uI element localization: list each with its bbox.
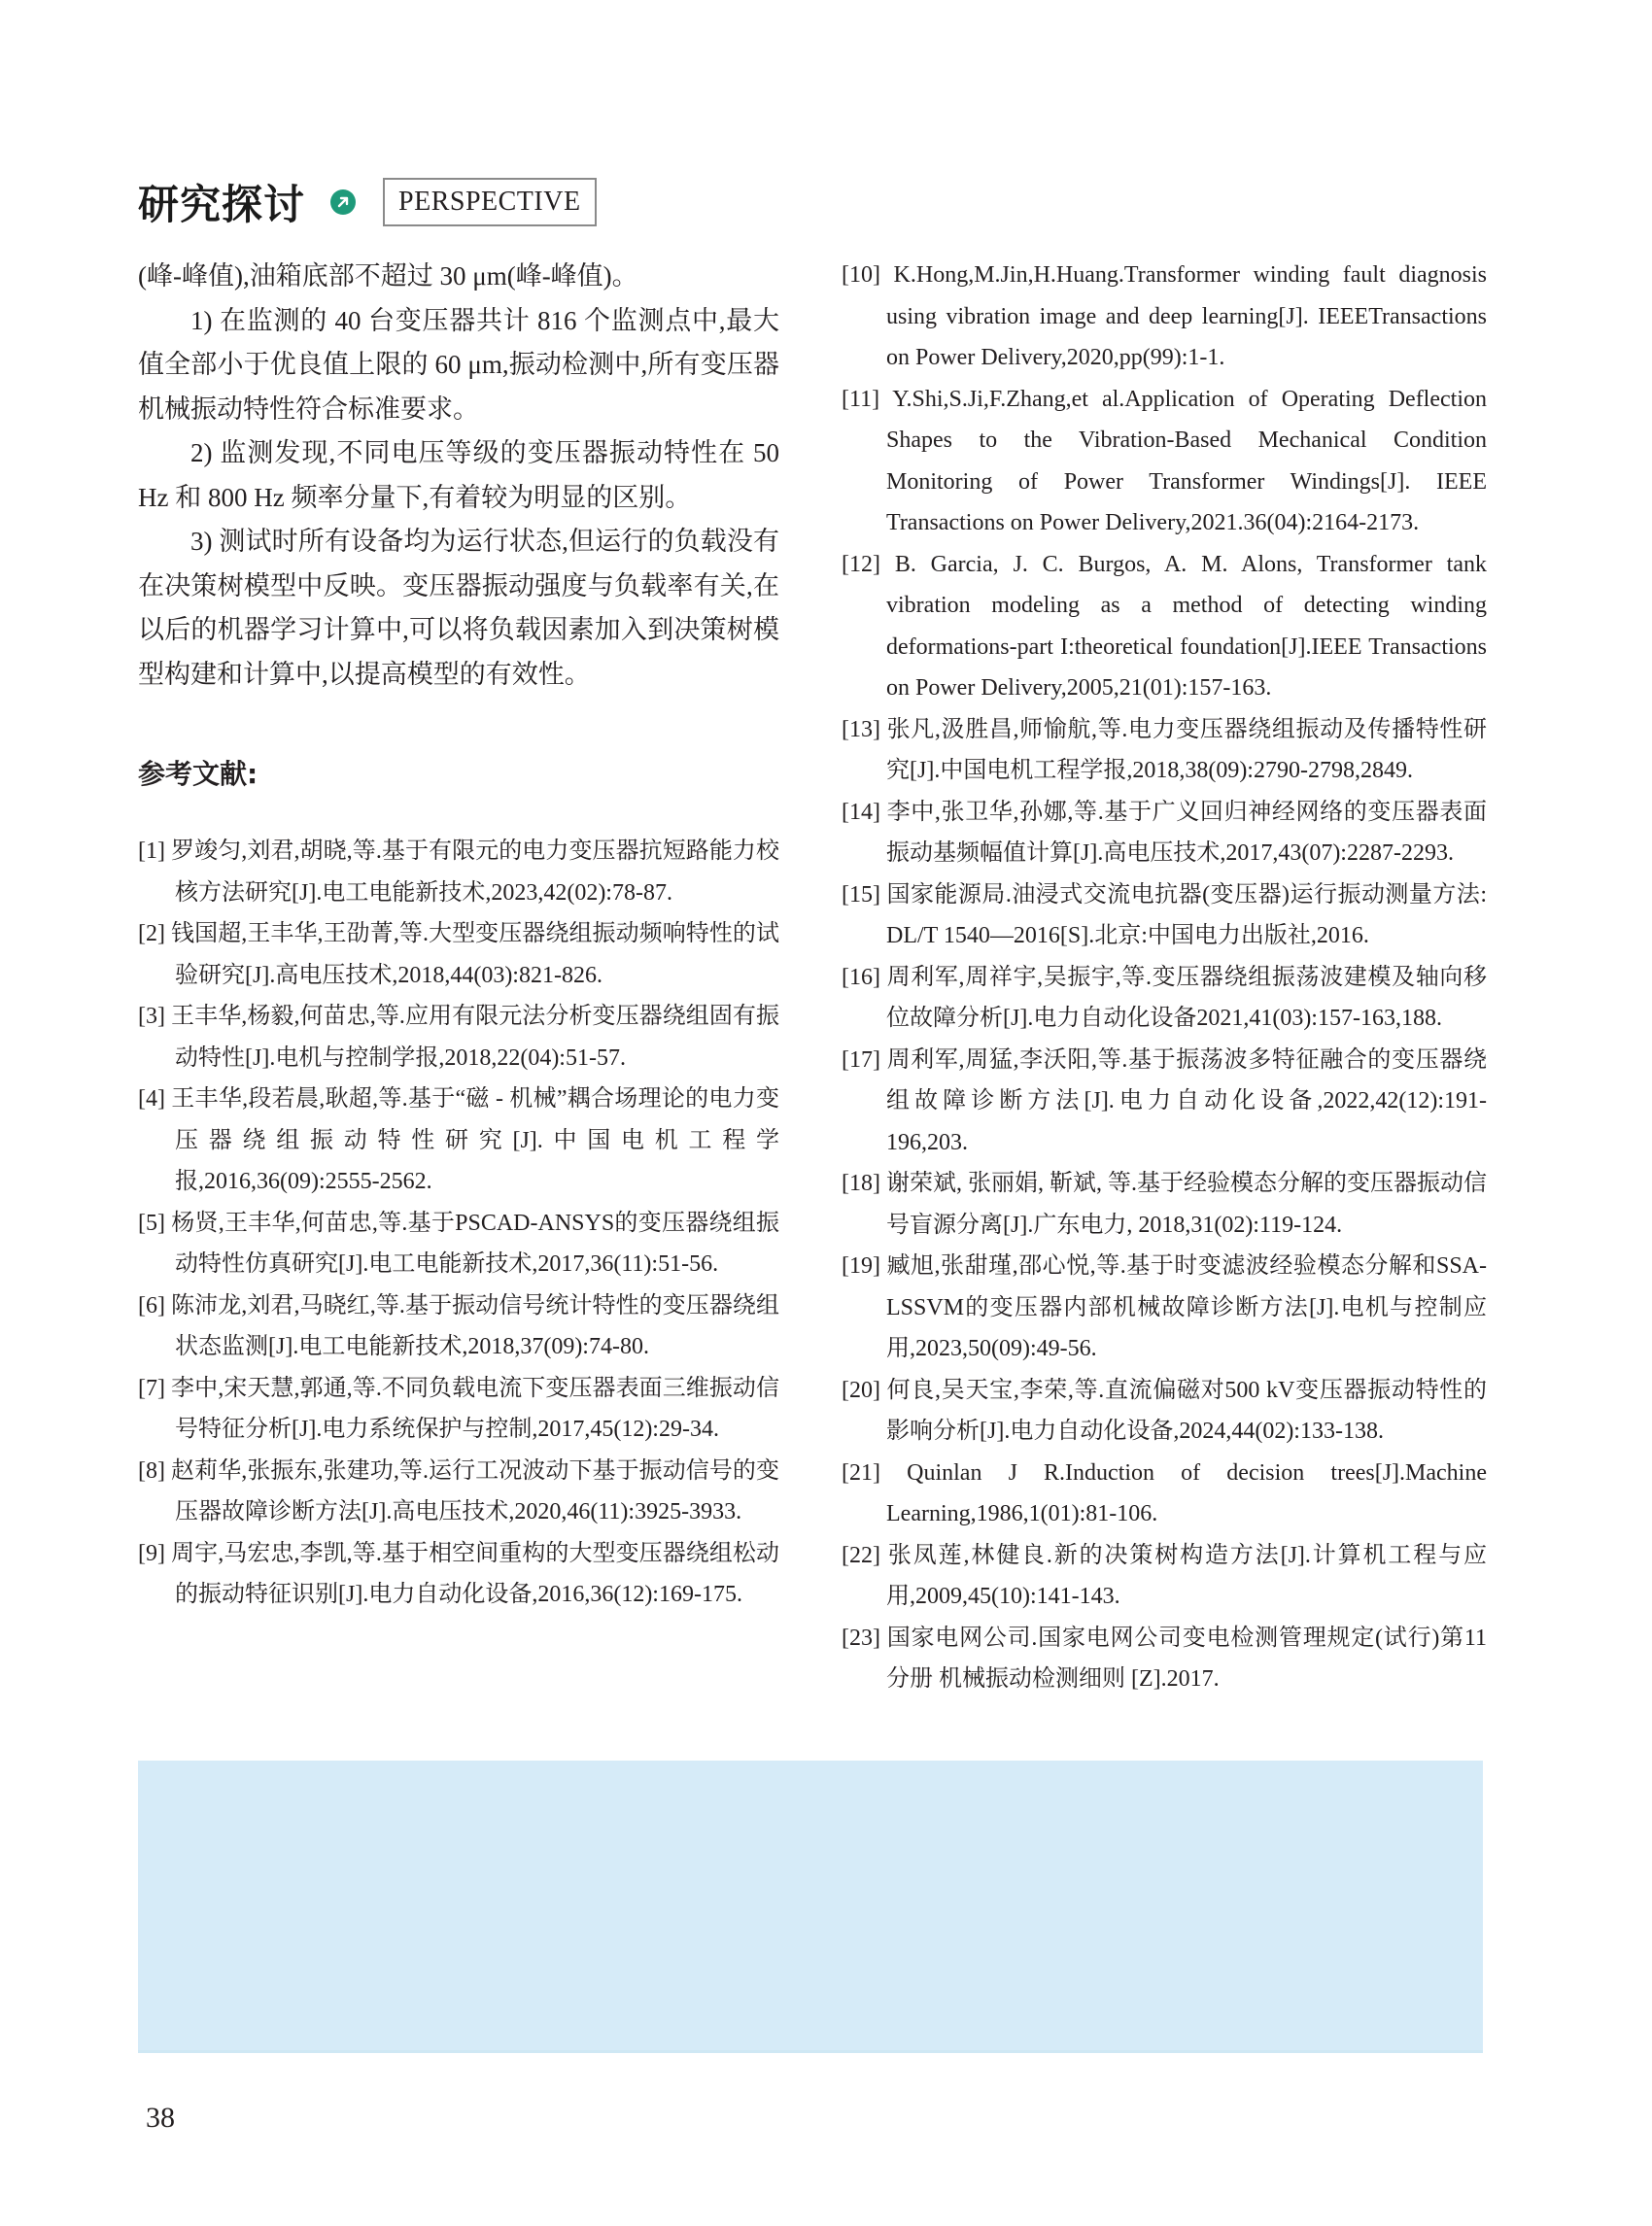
- body-paragraph: 2) 监测发现,不同电压等级的变压器振动特性在 50 Hz 和 800 Hz 频率分量下,有着较为明显的区别。: [138, 438, 779, 512]
- reference-item: [1] 罗竣匀,刘君,胡晓,等.基于有限元的电力变压器抗短路能力校核方法研究[J].电工电能新技术,2023,42(02):78-87.: [138, 839, 779, 906]
- reference-item: [13] 张凡,汲胜昌,师愉航,等.电力变压器绕组振动及传播特性研究[J].中国电机工程学报,2018,38(09):2790-2798,2849.: [842, 716, 1487, 783]
- reference-item: [14] 李中,张卫华,孙娜,等.基于广义回归神经网络的变压器表面振动基频幅值计算[J].高电压技术,2017,43(07):2287-2293.: [842, 799, 1487, 866]
- reference-item: [2] 钱国超,王丰华,王劭菁,等.大型变压器绕组振动频响特性的试验研究[J].高电压技术,2018,44(03):821-826.: [138, 921, 779, 988]
- section-header: [138, 173, 597, 231]
- reference-item: [18] 谢荣斌, 张丽娟, 靳斌, 等.基于经验模态分解的变压器振动信号盲源分离[J].广东电力, 2018,31(02):119-124.: [842, 1171, 1487, 1238]
- reference-item: [19] 臧旭,张甜瑾,邵心悦,等.基于时变滤波经验模态分解和SSA-LSSVM的变压器内部机械故障诊断方法[J].电机与控制应用,2023,50(09):49-56.: [842, 1253, 1487, 1361]
- reference-item: [22] 张凤莲,林健良.新的决策树构造方法[J].计算机工程与应用,2009,45(10):141-143.: [842, 1542, 1487, 1609]
- reference-item: [3] 王丰华,杨毅,何苗忠,等.应用有限元法分析变压器绕组固有振动特性[J].电机与控制学报,2018,22(04):51-57.: [138, 1004, 779, 1071]
- references-title: 参考文献:: [138, 758, 258, 790]
- perspective-label: PERSPECTIVE: [383, 178, 597, 226]
- right-column: [842, 255, 1487, 1700]
- reference-item: [20] 何良,吴天宝,李荣,等.直流偏磁对500 kV变压器振动特性的影响分析[J].电力自动化设备,2024,44(02):133-138.: [842, 1377, 1487, 1444]
- reference-item: [12] B. Garcia, J. C. Burgos, A. M. Alons, Transformer tank vibration modeling as a method of detecting winding deformations-part I:theoretical foundation[J].IEEE Transactions on Power Delivery,2005,21(01):157-163.: [842, 551, 1487, 701]
- reference-item: [15] 国家能源局.油浸式交流电抗器(变压器)运行振动测量方法: DL/T 1540—2016[S].北京:中国电力出版社,2016.: [842, 881, 1487, 948]
- reference-item: [7] 李中,宋天慧,郭通,等.不同负载电流下变压器表面三维振动信号特征分析[J].电力系统保护与控制,2017,45(12):29-34.: [138, 1375, 779, 1442]
- reference-item: [16] 周利军,周祥宇,吴振宇,等.变压器绕组振荡波建模及轴向移位故障分析[J].电力自动化设备2021,41(03):157-163,188.: [842, 964, 1487, 1031]
- body-paragraph: (峰-峰值),油箱底部不超过 30 μm(峰-峰值)。: [138, 261, 638, 291]
- reference-item: [23] 国家电网公司.国家电网公司变电检测管理规定(试行)第11分册 机械振动检测细则 [Z].2017.: [842, 1625, 1487, 1692]
- section-title: 研究探讨: [138, 181, 306, 228]
- arrow-up-right-icon: [330, 189, 356, 215]
- reference-item: [6] 陈沛龙,刘君,马晓红,等.基于振动信号统计特性的变压器绕组状态监测[J].电工电能新技术,2018,37(09):74-80.: [138, 1292, 779, 1359]
- reference-item: [11] Y.Shi,S.Ji,F.Zhang,et al.Application of Operating Deflection Shapes to the Vibration-Based Mechanical Condition Monitoring of Power Transformer Windings[J]. IEEE Transactions on Power Delivery,2021.36(04):2164-2173.: [842, 386, 1487, 535]
- reference-item: [21] Quinlan J R.Induction of decision trees[J].Machine Learning,1986,1(01):81-106.: [842, 1459, 1487, 1526]
- reference-item: [8] 赵莉华,张振东,张建功,等.运行工况波动下基于振动信号的变压器故障诊断方法[J].高电压技术,2020,46(11):3925-3933.: [138, 1457, 779, 1524]
- reference-item: [9] 周宇,马宏忠,李凯,等.基于相空间重构的大型变压器绕组松动的振动特征识别[J].电力自动化设备,2016,36(12):169-175.: [138, 1540, 779, 1607]
- reference-item: [17] 周利军,周猛,李沃阳,等.基于振荡波多特征融合的变压器绕组故障诊断方法[J].电力自动化设备,2022,42(12):191-196,203.: [842, 1046, 1487, 1155]
- left-column: [138, 255, 779, 1616]
- page-number: 38: [146, 2102, 175, 2134]
- ad-placeholder-box: [138, 1761, 1483, 2053]
- reference-item: [4] 王丰华,段若晨,耿超,等.基于“磁 - 机械”耦合场理论的电力变压器绕组振动特性研究[J].中国电机工程学报,2016,36(09):2555-2562.: [138, 1086, 779, 1194]
- body-paragraph: 1) 在监测的 40 台变压器共计 816 个监测点中,最大值全部小于优良值上限的 60 μm,振动检测中,所有变压器机械振动特性符合标准要求。: [138, 305, 779, 424]
- reference-item: [5] 杨贤,王丰华,何苗忠,等.基于PSCAD-ANSYS的变压器绕组振动特性仿真研究[J].电工电能新技术,2017,36(11):51-56.: [138, 1210, 779, 1277]
- body-paragraph: 3) 测试时所有设备均为运行状态,但运行的负载没有在决策树模型中反映。变压器振动强度与负载率有关,在以后的机器学习计算中,可以将负载因素加入到决策树模型构建和计算中,以提高模型的有效性。: [138, 527, 779, 689]
- reference-item: [10] K.Hong,M.Jin,H.Huang.Transformer winding fault diagnosis using vibration image and deep learning[J]. IEEETransactions on Power Delivery,2020,pp(99):1-1.: [842, 262, 1487, 370]
